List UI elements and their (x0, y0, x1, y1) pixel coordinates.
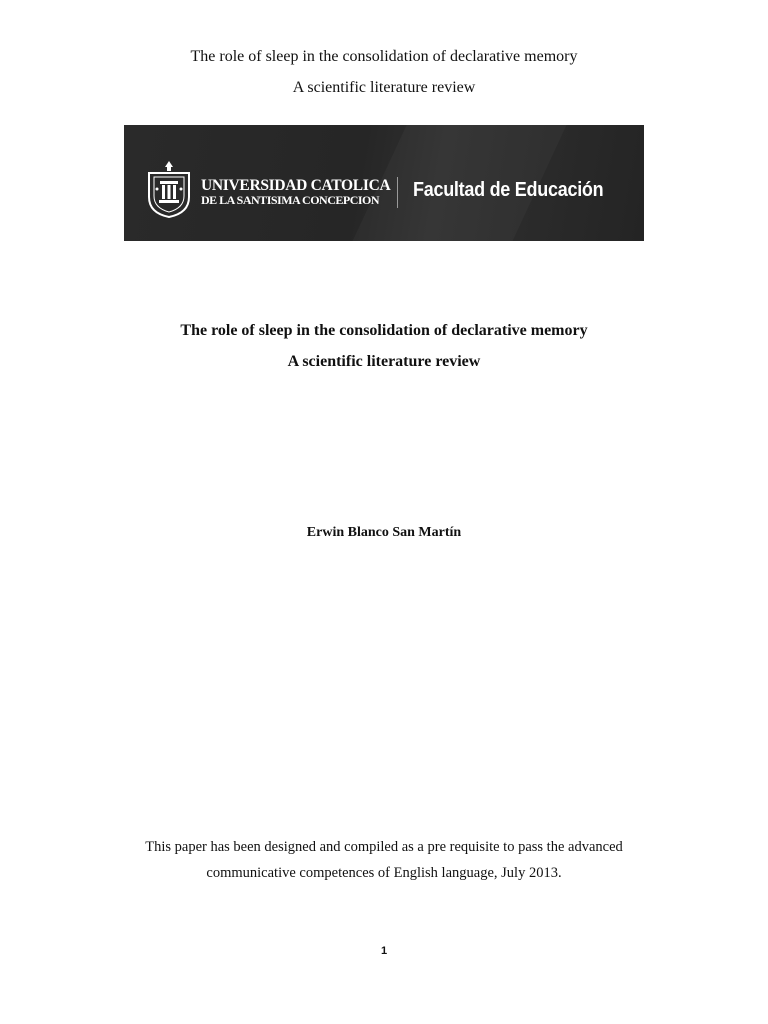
university-name (201, 179, 390, 207)
running-header-title: The role of sleep in the consolidation of declarative memory (190, 48, 578, 65)
banner-divider (397, 177, 398, 208)
document-title: The role of sleep in the consolidation of declarative memory (180, 322, 588, 339)
purpose-note-line2: communicative competences of English language, July 2013. (206, 865, 562, 881)
university-banner (124, 125, 644, 241)
faculty-name: Facultad de Educación (413, 179, 604, 201)
document-subtitle: A scientific literature review (287, 353, 481, 370)
university-seal-icon (144, 159, 194, 219)
page-number: 1 (380, 945, 388, 957)
purpose-note-line1: This paper has been designed and compiled as a pre requisite to pass the advanced (145, 839, 623, 855)
author-name: Erwin Blanco San Martín (306, 525, 462, 540)
running-header-subtitle: A scientific literature review (292, 79, 476, 96)
university-name-line1: UNIVERSIDAD CATOLICA (201, 177, 391, 194)
university-name-line2: DE LA SANTISIMA CONCEPCION (201, 193, 380, 207)
